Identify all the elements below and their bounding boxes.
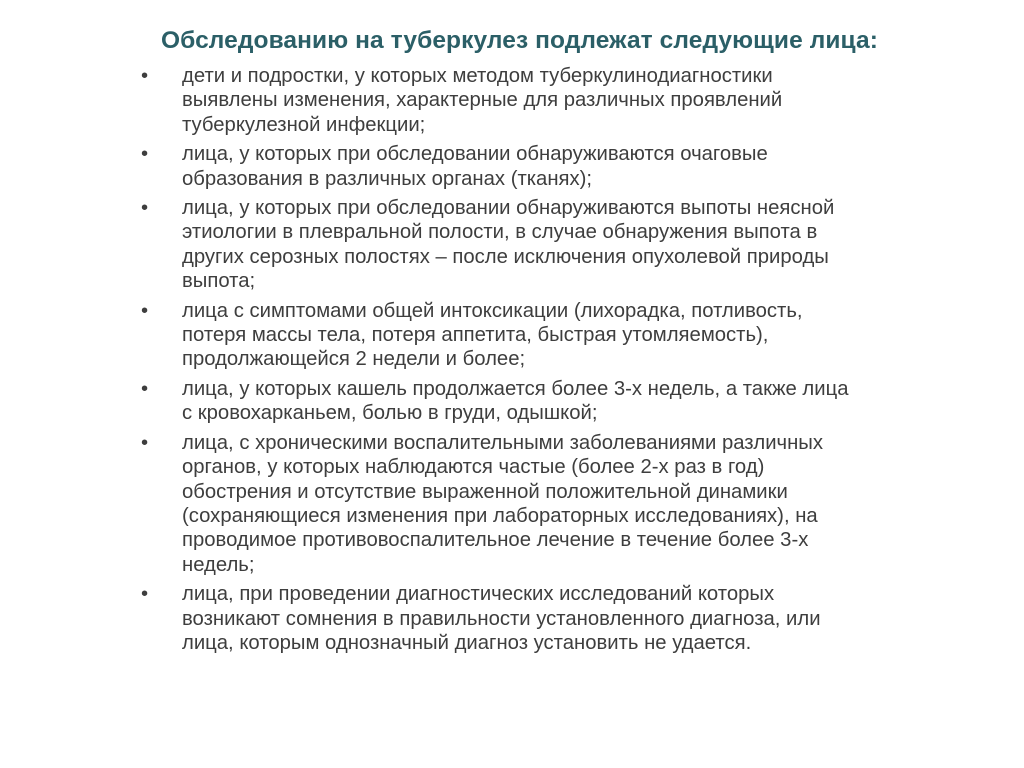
list-item xyxy=(141,431,961,577)
bullet-icon: • xyxy=(141,583,149,606)
list-item xyxy=(141,196,961,294)
list-item-text: лица, у которых при обследовании обнаруживаются выпоты неясной этиологии в плевральной полости, в случае обнаружения выпота в других серозных полостях – после исключения опухолевой природы выпота; xyxy=(182,197,835,293)
list-item-text: лица, у которых при обследовании обнаруживаются очаговые образования в различных органах (тканях); xyxy=(182,143,768,190)
list-item-text: лица, с хроническими воспалительными заболеваниями различных органов, у которых наблюдаются частые (более 2-х раз в год) обострения и отсутствие выраженной положительной динамики (сохраняющиеся изменения при лабораторных исследованиях), на проводимое противовоспалительное лечение в течение более 3-х недель; xyxy=(182,431,824,576)
slide-title: Обследованию на туберкулез подлежат следующие лица: xyxy=(161,27,878,54)
bullet-icon: • xyxy=(141,65,149,87)
list-item xyxy=(141,64,961,137)
list-item xyxy=(141,582,961,655)
bullet-icon: • xyxy=(141,299,149,322)
list-item xyxy=(141,142,961,191)
list-item-text: дети и подростки, у которых методом туберкулинодиагностики выявлены изменения, характерные для различных проявлений туберкулезной инфекции; xyxy=(182,65,783,136)
list-item-text: лица, у которых кашель продолжается более 3-х недель, а также лица с кровохарканьем, болью в груди, одышкой; xyxy=(182,377,849,425)
list-item xyxy=(141,377,961,426)
bullet-icon: • xyxy=(141,197,149,220)
bullet-icon: • xyxy=(141,377,149,400)
bullet-icon: • xyxy=(141,431,149,454)
bullet-icon: • xyxy=(141,143,149,166)
list-item xyxy=(141,299,961,372)
list-item-text: лица, при проведении диагностических исследований которых возникают сомнения в правильности установленного диагноза, или лица, которым однозначный диагноз установить не удается. xyxy=(182,583,821,654)
bullet-list xyxy=(141,64,961,660)
list-item-text: лица с симптомами общей интоксикации (лихорадка, потливость, потеря массы тела, потеря аппетита, быстрая утомляемость), продолжающейся 2 недели и более; xyxy=(182,299,803,371)
